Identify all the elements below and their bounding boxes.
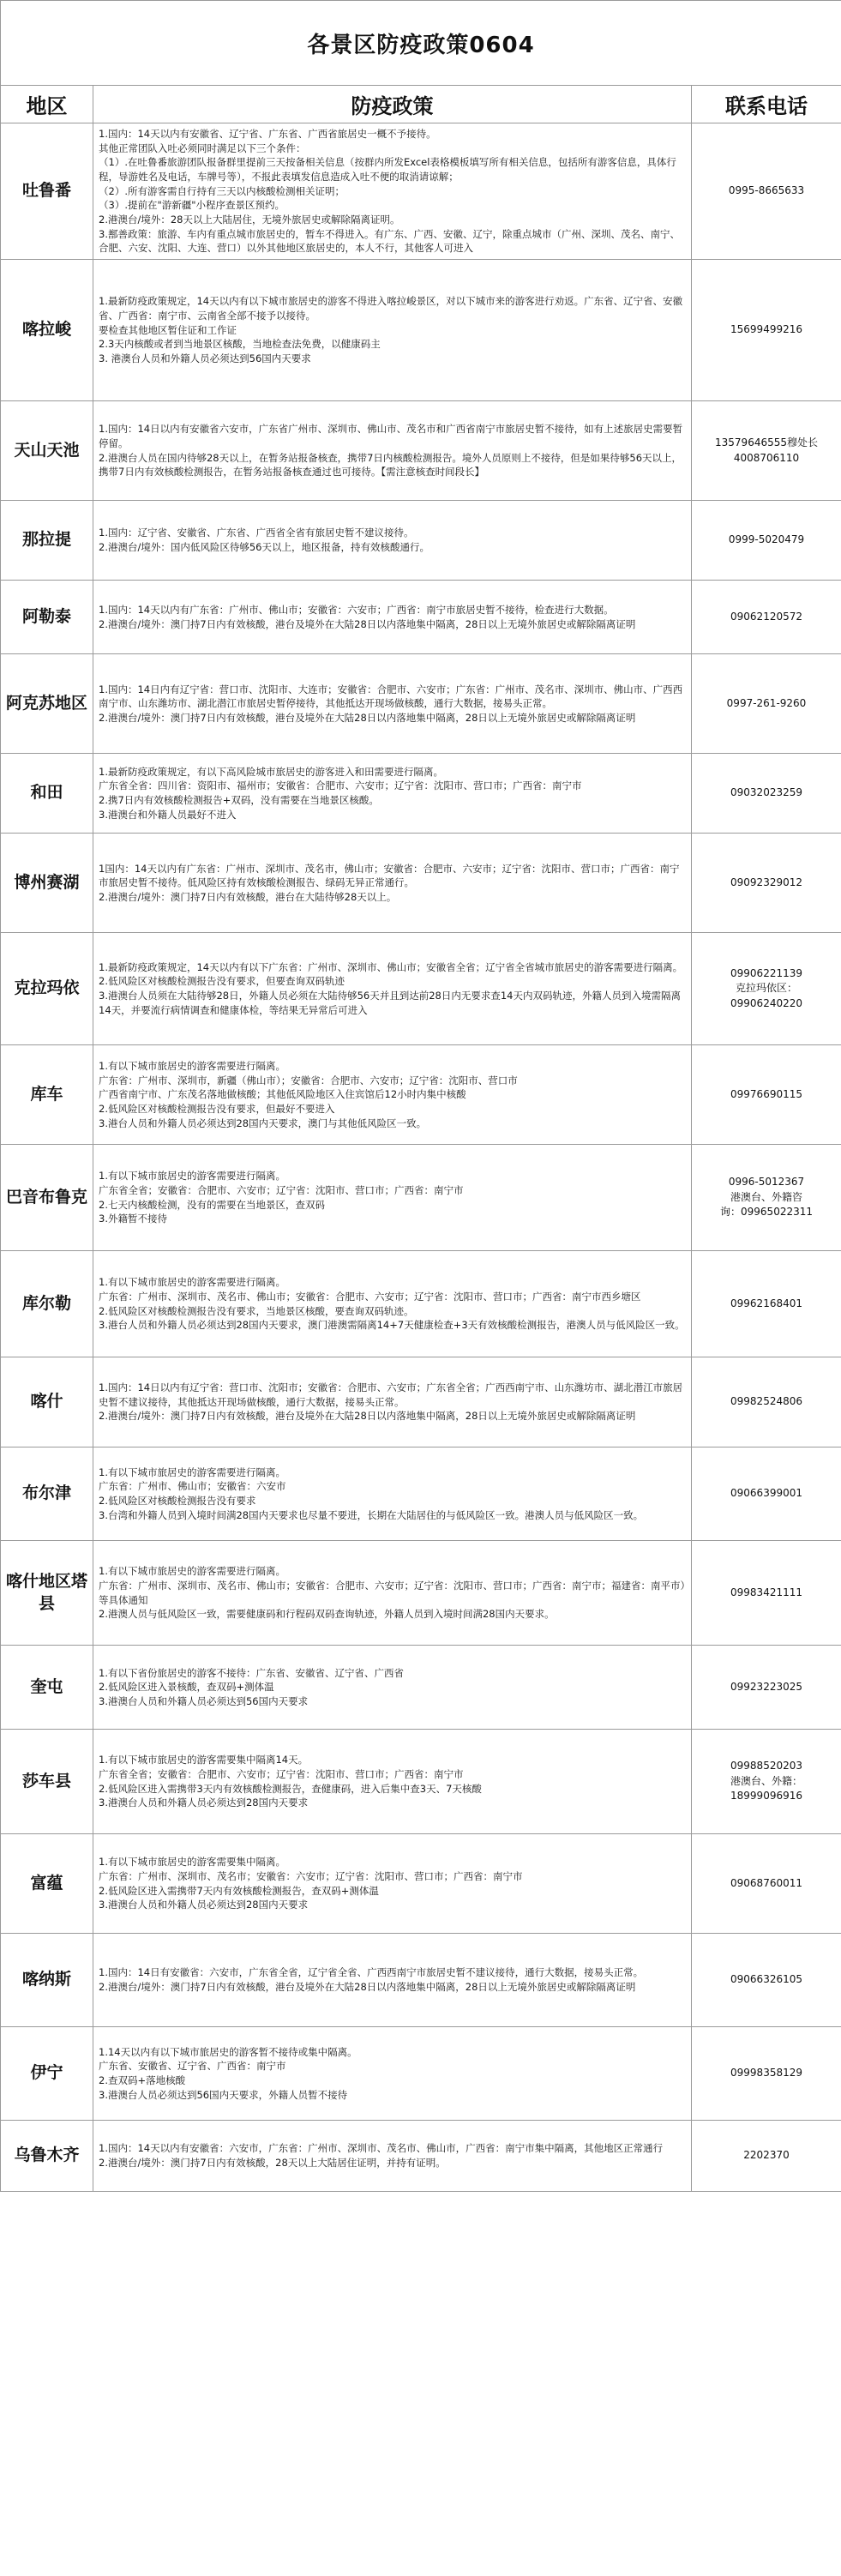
- phone-line: 询：09965022311: [720, 1206, 813, 1219]
- table-row: [1, 1251, 841, 1357]
- policy-line: 广东省：广州市、深圳市、茂名市；安徽省：六安市；辽宁省：沈阳市、营口市；广西省：南宁市: [99, 1869, 523, 1882]
- policy-line: 广东省：广州市、深圳市，新疆（佛山市）；安徽省：合肥市、六安市；辽宁省：沈阳市、营口市: [99, 1074, 518, 1086]
- policy-line: 1.有以下省份旅居史的游客不接待：广东省、安徽省、辽宁省、广西省: [99, 1666, 404, 1679]
- phone-line: 18999096916: [730, 1790, 802, 1803]
- policy-line: 3.港澳台人员和外籍人员必须达到28国内天要求: [99, 1797, 309, 1809]
- policy-line: 1国内：14天以内有广东省：广州市、深圳市、茂名市，佛山市；安徽省：合肥市、六安市；辽宁省：沈阳市、营口市；广西省：南宁市旅居史暂不接待。低风险区持有效核酸检测报告、绿码无异正常通行。: [99, 862, 680, 889]
- region-cell: 博州赛湖: [1, 834, 93, 933]
- policy-line: 1.最新防疫政策规定，14天以内有以下广东省：广州市、深圳市、佛山市；安徽省全省；辽宁省全省城市旅居史的游客需要进行隔离。: [99, 960, 683, 973]
- phone-cell: [692, 123, 841, 260]
- phone-line: 09962168401: [730, 1297, 802, 1309]
- policy-line: 2.低风险区进入需携带3天内有效核酸检测报告，查健康码，进入后集中查3天、7天核酸: [99, 1782, 482, 1795]
- policy-line: 1.国内：14天以内有安徽省：六安市，广东省：广州市、深圳市、茂名市、佛山市，广西省：南宁市集中隔离，其他地区正常通行: [99, 2142, 664, 2155]
- policy-line: 3.港台人员和外籍人员必须达到28国内天要求，澳门与其他低风险区一致。: [99, 1116, 427, 1129]
- policy-cell: [93, 581, 692, 654]
- table-row: [1, 1730, 841, 1834]
- phone-cell: [692, 654, 841, 754]
- table-row: [1, 1646, 841, 1730]
- table-row: [1, 654, 841, 754]
- phone-line: 09906240220: [730, 996, 802, 1009]
- policy-line: 2.七天内核酸检测，没有的需要在当地景区，查双码: [99, 1198, 325, 1211]
- table-row: [1, 123, 841, 260]
- phone-cell: [692, 2121, 841, 2192]
- policy-line: 3.港澳台人员和外籍人员必须达到56国内天要求: [99, 1694, 309, 1707]
- policy-line: 广东省全省：四川省：资阳市、福州市；安徽省：合肥市、六安市；辽宁省：沈阳市、营口市；广西省：南宁市: [99, 779, 582, 792]
- header-row: [1, 86, 841, 123]
- region-cell: 伊宁: [1, 2027, 93, 2121]
- policy-line: 1.国内：14天以内有广东省：广州市、佛山市；安徽省：六安市；广西省：南宁市旅居史暂不接待，检查进行大数据。: [99, 603, 614, 616]
- policy-line: 广东省：广州市、佛山市；安徽省：六安市: [99, 1480, 286, 1493]
- phone-line: 15699499216: [730, 323, 802, 336]
- policy-line: 3.鄯善政策：旅游、车内有重点城市旅居史的，暂车不得进入。有广东、广西、安徽、辽宁，除重点城市（广州、深圳、茂名、南宁、合肥、六安、沈阳、大连、营口）以外其他地区旅居史的，本人不行，其他客人可进入: [99, 227, 680, 255]
- policy-line: 2.低风险区对核酸检测报告没有要求，当地景区核酸，要查询双码轨迹。: [99, 1304, 414, 1317]
- phone-line: 4008706110: [733, 451, 800, 464]
- phone-cell: [692, 581, 841, 654]
- policy-line: 1.国内：14天以内有安徽省、辽宁省、广东省、广西省旅居史一概不予接待。: [99, 128, 436, 140]
- policy-line: 1.国内：14日内有辽宁省：营口市、沈阳市、大连市；安徽省：合肥市、六安市；广东省：广州市、茂名市、深圳市、佛山市、广西西南宁市、山东潍坊市、湖北潜江市旅居史暂停接待，其他抵达开现场做核酸，通行大数据，接易头正常。: [99, 683, 683, 710]
- policy-line: 1.国内：14日以内有辽宁省：营口市、沈阳市；安徽省：合肥市、六安市；广东省全省；广西西南宁市、山东潍坊市、湖北潜江市旅居史暂不建议接待，其他抵达开现场做核酸，通行大数据，接易头正常。: [99, 1381, 683, 1408]
- table-row: [1, 581, 841, 654]
- phone-line: 09062120572: [730, 610, 802, 623]
- table-row: [1, 933, 841, 1045]
- policy-line: 3.港澳台人员须在大陆待够28日，外籍人员必须在大陆待够56天并且到达前28日内无要求查14天内双码轨迹，外籍人员到入境需隔离14天，并要流行病情调查和健康体检，等结果无异常后可进入: [99, 990, 681, 1016]
- table-row: [1, 754, 841, 834]
- phone-cell: [692, 1834, 841, 1934]
- policy-line: 广东省：广州市、深圳市、茂名市、佛山市；安徽省：合肥市、六安市；辽宁省：沈阳市、营口市；广西省：南宁市西乡塘区: [99, 1290, 641, 1303]
- policy-cell: [93, 1730, 692, 1834]
- region-cell: 天山天池: [1, 401, 93, 501]
- policy-cell: [93, 933, 692, 1045]
- policy-line: 1.国内：辽宁省、安徽省、广东省、广西省全省有旅居史暂不建议接待。: [99, 527, 414, 539]
- column-header-phone: 联系电话: [692, 86, 841, 123]
- phone-line: 2202370: [743, 2149, 790, 2162]
- phone-line: 09923223025: [730, 1680, 802, 1693]
- phone-line: 港澳台、外籍咨: [730, 1190, 803, 1203]
- phone-line: 09988520203: [730, 1760, 802, 1773]
- table-row: [1, 1834, 841, 1934]
- phone-line: 09998358129: [730, 2067, 802, 2079]
- policy-line: 1.有以下城市旅居史的游客需要集中隔离。: [99, 1856, 285, 1869]
- policy-line: 2.低风险区对核酸检测报告没有要求，但要查询双码轨迹: [99, 975, 345, 988]
- phone-line: 09983421111: [730, 1586, 802, 1598]
- policy-cell: [93, 754, 692, 834]
- region-cell: 乌鲁木齐: [1, 2121, 93, 2192]
- phone-line: 0996-5012367: [728, 1176, 805, 1189]
- phone-cell: [692, 1541, 841, 1646]
- policy-line: 2.携7日内有效核酸检测报告+双码，没有需要在当地景区核酸。: [99, 794, 379, 807]
- region-cell: 库尔勒: [1, 1251, 93, 1357]
- region-cell: 莎车县: [1, 1730, 93, 1834]
- page-title: 各景区防疫政策0604: [1, 1, 841, 86]
- phone-cell: [692, 1646, 841, 1730]
- policy-line: 1.有以下城市旅居史的游客需要进行隔离。: [99, 1170, 285, 1183]
- region-cell: 富蕴: [1, 1834, 93, 1934]
- policy-line: 2.低风险区进入景核酸，查双码+测体温: [99, 1681, 274, 1694]
- policy-line: 2.3天内核酸或者到当地景区核酸，当地检查法免费，以健康码主: [99, 338, 381, 351]
- policy-line: 3.外籍暂不接待: [99, 1213, 167, 1225]
- region-cell: 阿勒泰: [1, 581, 93, 654]
- region-cell: 和田: [1, 754, 93, 834]
- phone-line: 克拉玛依区：: [736, 982, 798, 995]
- region-cell: 巴音布鲁克: [1, 1145, 93, 1251]
- region-cell: 那拉提: [1, 501, 93, 581]
- policy-line: 2.港澳台/境外：澳门持7日内有效核酸，港台在大陆待够28天以上。: [99, 890, 397, 903]
- phone-cell: [692, 1934, 841, 2027]
- policy-cell: [93, 1357, 692, 1447]
- policy-cell: [93, 1145, 692, 1251]
- policy-line: 1.14天以内有以下城市旅居史的游客暂不接待或集中隔离。: [99, 2045, 357, 2058]
- policy-line: 广东省全省；安徽省：合肥市、六安市；辽宁省：沈阳市、营口市；广西省：南宁市: [99, 1183, 464, 1196]
- policy-line: 1.有以下城市旅居史的游客需要进行隔离。: [99, 1565, 285, 1578]
- table-row: [1, 1541, 841, 1646]
- region-cell: 喀什地区塔县: [1, 1541, 93, 1646]
- policy-cell: [93, 1541, 692, 1646]
- policy-line: 2.港澳台/境外：澳门持7日内有效核酸，港台及境外在大陆28日以内落地集中隔离，28日以上无境外旅居史或解除隔离证明: [99, 711, 636, 724]
- policy-cell: [93, 1447, 692, 1541]
- phone-cell: [692, 1251, 841, 1357]
- phone-cell: [692, 834, 841, 933]
- region-cell: 布尔津: [1, 1447, 93, 1541]
- phone-line: 13579646555穆处长: [715, 436, 818, 449]
- policy-cell: [93, 123, 692, 260]
- policy-line: 2.港澳台/境外：国内低风险区待够56天以上，地区报备，持有效核酸通行。: [99, 541, 430, 554]
- policy-cell: [93, 654, 692, 754]
- policy-line: 1.有以下城市旅居史的游客需要集中隔离14天。: [99, 1754, 309, 1766]
- policy-line: 1.最新防疫政策规定，有以下高风险城市旅居史的游客进入和田需要进行隔离。: [99, 765, 443, 778]
- policy-line: 1.有以下城市旅居史的游客需要进行隔离。: [99, 1059, 285, 1072]
- policy-cell: [93, 2027, 692, 2121]
- table-row: [1, 1145, 841, 1251]
- phone-cell: [692, 401, 841, 501]
- table-row: [1, 834, 841, 933]
- table-row: [1, 1447, 841, 1541]
- policy-line: 2.查双码+落地核酸: [99, 2074, 186, 2087]
- phone-cell: [692, 1145, 841, 1251]
- policy-line: 广东省全省；安徽省：合肥市、六安市；辽宁省：沈阳市、营口市；广西省：南宁市: [99, 1767, 464, 1780]
- phone-cell: [692, 933, 841, 1045]
- policy-line: （2）.所有游客需自行持有三天以内核酸检测相关证明；: [99, 184, 345, 197]
- phone-line: 09976690115: [730, 1087, 802, 1100]
- policy-line: 1.国内：14日以内有安徽省六安市，广东省广州市、深圳市、佛山市、茂名市和广西省南宁市旅居史暂不接待，如有上述旅居史需要暂停留。: [99, 423, 683, 449]
- table-row: [1, 1357, 841, 1447]
- table-row: [1, 501, 841, 581]
- policy-line: （3）.提前在"游新疆"小程序查景区预约。: [99, 199, 285, 212]
- table-row: [1, 260, 841, 401]
- region-cell: 阿克苏地区: [1, 654, 93, 754]
- title-row: [1, 1, 841, 86]
- policy-cell: [93, 834, 692, 933]
- policy-line: 广东省、安徽省、辽宁省、广西省：南宁市: [99, 2060, 286, 2073]
- phone-cell: [692, 501, 841, 581]
- policy-line: 1.最新防疫政策规定，14天以内有以下城市旅居史的游客不得进入喀拉峻景区，对以下城市来的游客进行劝返。广东省、辽宁省、安徽省、广西省：南宁市、云南省全部不接予以接待。: [99, 295, 683, 322]
- phone-cell: [692, 260, 841, 401]
- phone-cell: [692, 754, 841, 834]
- column-header-region: 地区: [1, 86, 93, 123]
- policy-line: 2.港澳台人员在国内待够28天以上，在暂务站报备核查，携带7日内核酸检测报告。境外人员原则上不接待，但是如果待够56天以上，携带7日内有效核酸检测报告，在暂务站报备核查通过也可接待。【需注意核查时间段长】: [99, 451, 682, 478]
- region-cell: 奎屯: [1, 1646, 93, 1730]
- policy-cell: [93, 2121, 692, 2192]
- policy-cell: [93, 1834, 692, 1934]
- region-cell: 克拉玛依: [1, 933, 93, 1045]
- phone-cell: [692, 1357, 841, 1447]
- policy-cell: [93, 501, 692, 581]
- policy-line: 其他正常团队入吐必须同时满足以下三个条件：: [99, 141, 306, 154]
- phone-line: 0999-5020479: [728, 533, 805, 546]
- phone-cell: [692, 1045, 841, 1145]
- policy-line: 2.港澳台/境外：澳门持7日内有效核酸，港台及境外在大陆28日以内落地集中隔离，28日以上无境外旅居史或解除隔离证明: [99, 1981, 636, 1994]
- policy-cell: [93, 1646, 692, 1730]
- region-cell: 喀什: [1, 1357, 93, 1447]
- policy-line: 3.港台人员和外籍人员必须达到28国内天要求，澳门港澳需隔离14+7天健康检查+3天有效核酸检测报告，港澳人员与低风险区一致。: [99, 1319, 685, 1332]
- policy-line: 2.港澳人员与低风险区一致，需要健康码和行程码双码查询轨迹，外籍人员到入境时间满28国内天要求。: [99, 1608, 555, 1621]
- policy-line: 3.台湾和外籍人员到入境时间满28国内天要求也尽量不要进，长期在大陆居住的与低风险区一致。港澳人员与低风险区一致。: [99, 1508, 644, 1521]
- phone-line: 09068760011: [730, 1876, 802, 1889]
- policy-line: 2.港澳台/境外：澳门持7日内有效核酸，港台及境外在大陆28日以内落地集中隔离，28日以上无境外旅居史或解除隔离证明: [99, 1410, 636, 1423]
- policy-line: 2.港澳台/境外：28天以上大陆居住，无境外旅居史或解除隔离证明。: [99, 214, 400, 226]
- policy-cell: [93, 1934, 692, 2027]
- region-cell: 喀拉峻: [1, 260, 93, 401]
- policy-line: 3.港澳台人员必须达到56国内天要求，外籍人员暂不接待: [99, 2088, 348, 2101]
- policy-line: 2.低风险区对核酸检测报告没有要求，但最好不要进入: [99, 1102, 335, 1115]
- policy-line: 1.有以下城市旅居史的游客需要进行隔离。: [99, 1466, 285, 1478]
- phone-line: 09982524806: [730, 1395, 802, 1408]
- policy-line: 2.港澳台/境外：澳门持7日内有效核酸，28天以上大陆居住证明，并持有证明。: [99, 2157, 446, 2170]
- phone-line: 港澳台、外籍：: [730, 1774, 803, 1787]
- table-row: [1, 2027, 841, 2121]
- policy-line: 要检查其他地区暂住证和工作证: [99, 323, 237, 336]
- policy-line: 广东省：广州市、深圳市、茂名市、佛山市；安徽省：合肥市、六安市；辽宁省：沈阳市、营口市；广西省：南宁市；福建省：南平市）等具体通知: [99, 1579, 686, 1606]
- phone-cell: [692, 1447, 841, 1541]
- table-row: [1, 2121, 841, 2192]
- phone-cell: [692, 2027, 841, 2121]
- policy-line: （1）.在吐鲁番旅游团队报备群里提前三天按备相关信息（按群内所发Excel表格模板填写所有相关信息，包括所有游客信息，具体行程，导游姓名及电话，车牌号等），不报此表填发信息造成入吐不便的取消请谅解；: [99, 156, 676, 184]
- policy-line: 3.港澳台和外籍人员最好不进入: [99, 808, 237, 821]
- policy-line: 广西省南宁市、广东茂名落地做核酸；其他低风险地区入住宾馆后12小时内集中核酸: [99, 1088, 466, 1101]
- policy-cell: [93, 1045, 692, 1145]
- phone-line: 09032023259: [730, 786, 802, 799]
- region-cell: 喀纳斯: [1, 1934, 93, 2027]
- phone-cell: [692, 1730, 841, 1834]
- region-cell: 库车: [1, 1045, 93, 1145]
- policy-line: 2.低风险区对核酸检测报告没有要求: [99, 1495, 256, 1508]
- policy-line: 3.港澳台人员和外籍人员必须达到28国内天要求: [99, 1899, 309, 1911]
- phone-line: 09066399001: [730, 1487, 802, 1500]
- policy-line: 2.港澳台/境外：澳门持7日内有效核酸，港台及境外在大陆28日以内落地集中隔离，28日以上无境外旅居史或解除隔离证明: [99, 617, 636, 630]
- policy-cell: [93, 1251, 692, 1357]
- region-cell: 吐鲁番: [1, 123, 93, 260]
- phone-line: 09092329012: [730, 876, 802, 888]
- phone-line: 09066326105: [730, 1973, 802, 1986]
- table-row: [1, 1934, 841, 2027]
- policy-line: 1.国内：14日有安徽省：六安市，广东省全省，辽宁省全省、广西西南宁市旅居史暂不建议接待，通行大数据，接易头正常。: [99, 1966, 644, 1979]
- policy-cell: [93, 260, 692, 401]
- policy-line: 3. 港澳台人员和外籍人员必须达到56国内天要求: [99, 352, 311, 365]
- phone-line: 09906221139: [730, 966, 802, 979]
- phone-line: 0997-261-9260: [726, 696, 807, 709]
- policy-line: 1.有以下城市旅居史的游客需要进行隔离。: [99, 1276, 285, 1289]
- table-row: [1, 1045, 841, 1145]
- column-header-policy: 防疫政策: [93, 86, 692, 123]
- policy-line: 2.低风险区进入需携带7天内有效核酸检测报告，查双码+测体温: [99, 1884, 379, 1897]
- policy-cell: [93, 401, 692, 501]
- phone-line: 0995-8665633: [728, 184, 805, 197]
- table-row: [1, 401, 841, 501]
